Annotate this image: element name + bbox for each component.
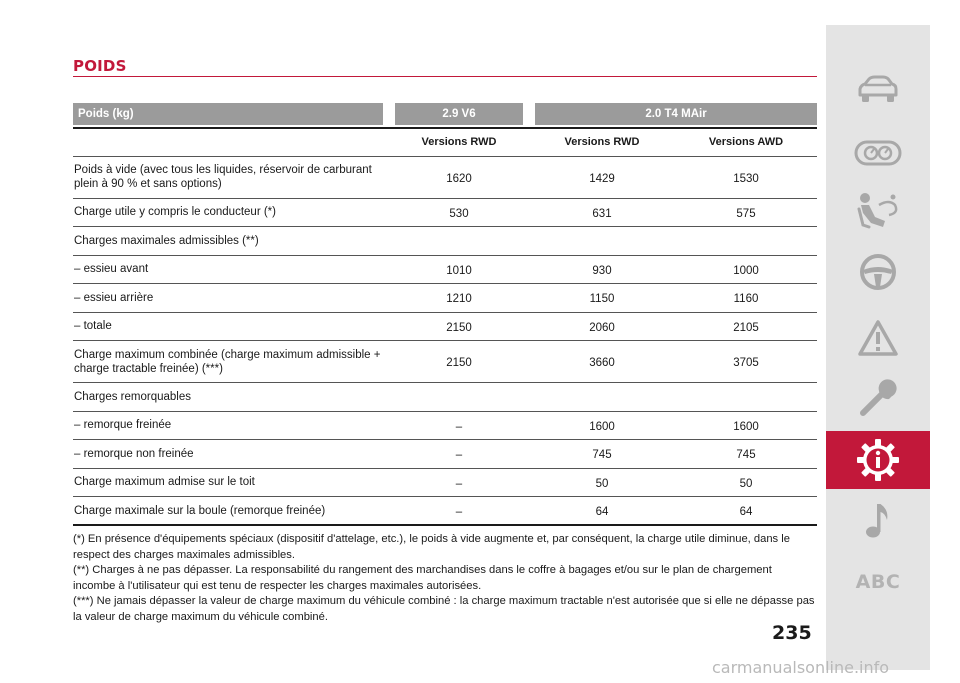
row-value-t4-awd: 575 xyxy=(675,198,817,227)
music-note-icon xyxy=(863,500,893,540)
row-value-t4-rwd: 1150 xyxy=(529,284,675,313)
row-label: – remorque freinée xyxy=(73,411,389,440)
table-row xyxy=(73,440,817,469)
row-value-t4-awd xyxy=(675,227,817,256)
header-engine-v6: 2.9 V6 xyxy=(389,103,529,125)
row-label: – essieu avant xyxy=(73,255,389,284)
page-title: POIDS xyxy=(73,57,127,75)
table-row xyxy=(73,341,817,383)
table-row xyxy=(73,255,817,284)
row-label: Charge maximum combinée (charge maximum admissible + charge tractable freinée) (***) xyxy=(73,341,389,383)
row-value-v6-rwd xyxy=(389,383,529,412)
row-value-t4-rwd xyxy=(529,383,675,412)
sidebar-item-multimedia[interactable] xyxy=(826,491,930,549)
row-value-v6-rwd: 1210 xyxy=(389,284,529,313)
sidebar-item-driving[interactable] xyxy=(826,243,930,301)
sidebar-item-vehicle[interactable] xyxy=(826,61,930,119)
table-row xyxy=(73,383,817,412)
footnote-2: (**) Charges à ne pas dépasser. La responsabilité du rangement des marchandises dans le coffre à bagages et/ou sur le plan de chargement incombe à l'utilisateur qui est tenu de respecter les charges maximales autorisées. xyxy=(73,564,772,592)
row-label: Charge utile y compris le conducteur (*) xyxy=(73,198,389,227)
table-row xyxy=(73,312,817,341)
row-value-t4-awd xyxy=(675,383,817,412)
row-value-t4-rwd: 3660 xyxy=(529,341,675,383)
table-header-row xyxy=(73,103,817,125)
page-number: 235 xyxy=(772,622,812,644)
footnotes xyxy=(73,532,817,625)
airbag-passenger-icon xyxy=(855,191,901,231)
row-value-v6-rwd: – xyxy=(389,468,529,497)
weights-table xyxy=(73,103,817,526)
chapter-sidebar xyxy=(826,25,930,670)
row-value-t4-awd: 1600 xyxy=(675,411,817,440)
sidebar-item-maintenance[interactable] xyxy=(826,369,930,427)
table-subheader-row xyxy=(73,128,817,156)
footnote-3: (***) Ne jamais dépasser la valeur de charge maximum du véhicule combiné : la charge maximum tractable n'est autorisée que si elle ne dépasse pas la valeur de charge maximum du véhicule combiné. xyxy=(73,595,815,623)
row-value-t4-rwd: 1429 xyxy=(529,156,675,198)
table-row xyxy=(73,284,817,313)
car-icon xyxy=(856,75,900,105)
steering-wheel-icon xyxy=(858,252,898,292)
table-row xyxy=(73,411,817,440)
row-value-v6-rwd: 1010 xyxy=(389,255,529,284)
subheader-t4-awd: Versions AWD xyxy=(675,128,817,156)
row-value-v6-rwd: 1620 xyxy=(389,156,529,198)
row-value-v6-rwd: 2150 xyxy=(389,312,529,341)
table-row xyxy=(73,227,817,256)
row-value-t4-awd: 1530 xyxy=(675,156,817,198)
row-value-t4-awd: 64 xyxy=(675,497,817,526)
sidebar-item-safety[interactable] xyxy=(826,182,930,240)
wrench-icon xyxy=(857,377,899,419)
row-value-t4-rwd: 745 xyxy=(529,440,675,469)
row-value-t4-awd: 3705 xyxy=(675,341,817,383)
sidebar-item-emergency[interactable] xyxy=(826,309,930,367)
row-label: Poids à vide (avec tous les liquides, réservoir de carburant plein à 90 % et sans options) xyxy=(73,156,389,198)
row-value-t4-awd: 2105 xyxy=(675,312,817,341)
header-engine-t4: 2.0 T4 MAir xyxy=(529,103,817,125)
row-value-t4-rwd: 64 xyxy=(529,497,675,526)
table-row xyxy=(73,468,817,497)
sidebar-item-dashboard[interactable] xyxy=(826,124,930,182)
row-value-t4-rwd: 930 xyxy=(529,255,675,284)
row-value-t4-awd: 745 xyxy=(675,440,817,469)
row-label: Charges maximales admissibles (**) xyxy=(73,227,389,256)
sidebar-item-technical-data[interactable] xyxy=(826,431,930,489)
info-gear-icon xyxy=(856,438,900,482)
row-value-v6-rwd: – xyxy=(389,497,529,526)
subheader-v6-rwd: Versions RWD xyxy=(389,128,529,156)
row-label: – remorque non freinée xyxy=(73,440,389,469)
row-value-t4-rwd: 2060 xyxy=(529,312,675,341)
row-value-t4-awd: 1160 xyxy=(675,284,817,313)
row-label: Charge maximale sur la boule (remorque freinée) xyxy=(73,497,389,526)
row-label: Charge maximum admise sur le toit xyxy=(73,468,389,497)
warning-triangle-icon xyxy=(857,319,899,357)
table-row xyxy=(73,156,817,198)
row-value-v6-rwd: – xyxy=(389,411,529,440)
row-value-t4-rwd: 1600 xyxy=(529,411,675,440)
abc-index-icon: ABC xyxy=(855,571,901,593)
row-label: – essieu arrière xyxy=(73,284,389,313)
watermark: carmanualsonline.info xyxy=(712,658,890,677)
row-value-t4-awd: 1000 xyxy=(675,255,817,284)
row-value-v6-rwd: 530 xyxy=(389,198,529,227)
row-value-t4-rwd: 50 xyxy=(529,468,675,497)
row-value-v6-rwd xyxy=(389,227,529,256)
row-label: Charges remorquables xyxy=(73,383,389,412)
table-row xyxy=(73,497,817,526)
subheader-t4-rwd: Versions RWD xyxy=(529,128,675,156)
header-weight-label: Poids (kg) xyxy=(73,103,389,125)
row-value-t4-rwd: 631 xyxy=(529,198,675,227)
dashboard-gauges-icon xyxy=(854,139,902,167)
row-label: – totale xyxy=(73,312,389,341)
row-value-v6-rwd: – xyxy=(389,440,529,469)
table-row xyxy=(73,198,817,227)
row-value-v6-rwd: 2150 xyxy=(389,341,529,383)
footnote-1: (*) En présence d'équipements spéciaux (dispositif d'attelage, etc.), le poids à vide augmente et, par conséquent, la charge utile diminue, dans le respect des charges maximales admissibles. xyxy=(73,533,790,561)
title-rule xyxy=(73,76,817,77)
sidebar-item-index[interactable] xyxy=(826,553,930,611)
row-value-t4-rwd xyxy=(529,227,675,256)
row-value-t4-awd: 50 xyxy=(675,468,817,497)
